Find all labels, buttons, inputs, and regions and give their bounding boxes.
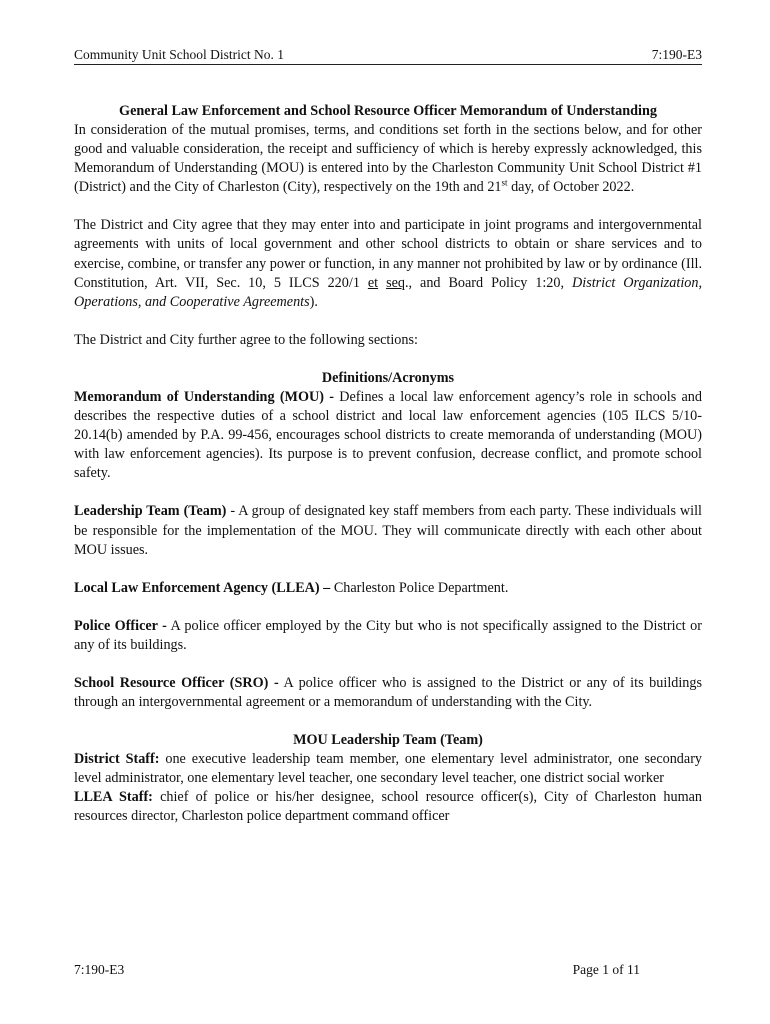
definition-term: Local Law Enforcement Agency (LLEA) – [74,579,331,596]
document-title: General Law Enforcement and School Resource Officer Memorandum of Understanding [119,103,657,119]
intro-paragraph-1 [74,121,702,197]
definition-mou [74,388,702,483]
intro-p2-text: The District and City agree that they may enter into and participate in joint programs and intergovernmental agreements with units of local government and other school districts to obtain or share services and to exercise, combine, or transfer any power or function, in any manner not prohibited by law or by ordinance (Ill. Constitution, Art. VII, Sec. 10, 5 ILCS 220/1 [74,217,702,291]
board-policy-title: District Organization, Operations, and Cooperative Agreements [74,274,702,310]
intro-p2-text-2: ., and Board Policy 1:20, [404,274,572,291]
definition-team [74,502,702,559]
intro-paragraph-3: The District and City further agree to the following sections: [74,331,418,348]
leadership-team-heading: MOU Leadership Team (Team) [293,732,483,749]
definition-term: Leadership Team (Team) [74,503,227,520]
intro-p2-text-3: ). [309,293,318,310]
footer-policy-code: 7:190-E3 [74,962,125,977]
definition-text: A police officer employed by the City but who is not specifically assigned to the District or any of its buildings. [74,617,702,653]
intro-p1-tail: day, of October 2022. [507,179,635,196]
definition-term: Police Officer - [74,617,167,634]
definition-text: - A group of designated key staff members from each party. These individuals will be responsible for the implementation of the MOU. They will communicate directly with each other about MOU issues. [74,503,702,558]
definition-term: School Resource Officer (SRO) - [74,674,279,691]
page-number: Page 1 of 11 [572,962,640,977]
et-seq-seq: seq [386,274,405,291]
header-policy-code: 7:190-E3 [651,47,702,62]
definition-text: Charleston Police Department. [330,579,509,596]
intro-paragraph-2 [74,216,702,311]
llea-staff-text: chief of police or his/her designee, school resource officer(s), City of Charleston human resources director, Charleston police department command officer [74,789,702,825]
definitions-heading: Definitions/Acronyms [321,369,455,386]
et-seq-et: et [367,274,379,291]
llea-staff-paragraph [74,788,702,826]
header-district-name: Community Unit School District No. 1 [74,47,285,62]
district-staff-paragraph [74,750,702,788]
definition-sro [74,674,702,712]
intro-p1-text: In consideration of the mutual promises, terms, and conditions set forth in the sections below, and for other good and valuable consideration, the receipt and sufficiency of which is hereby expressly acknowledged, this Memorandum of Understanding (MOU) is entered into by the Charleston Community Unit School District #1 (District) and the City of Charleston (City), respectively on the 19th and 21 [74,122,702,196]
definition-llea [74,579,702,598]
document-body [74,102,702,827]
intro-p1-superscript: st [501,177,508,188]
district-staff-text: one executive leadership team member, one elementary level administrator, one secondary level administrator, one elementary level teacher, one secondary level teacher, one district social worker [74,751,703,787]
district-staff-term: District Staff: [74,751,160,768]
running-header [74,47,702,65]
llea-staff-term: LLEA Staff: [74,789,153,806]
definition-police-officer [74,617,702,655]
definition-term: Memorandum of Understanding (MOU) - [74,388,334,405]
definition-text: A police officer who is assigned to the District or any of its buildings through an intergovernmental agreement or a memorandum of understanding with the City. [74,674,702,711]
definition-text: Defines a local law enforcement agency’s role in schools and describes the respective duties of a school district and local law enforcement agencies (105 ILCS 5/10-20.14(b) amended by P.A. 99-456, encourages school districts to create memoranda of understanding (MOU) with law enforcement agencies). Its purpose is to prevent confusion, decrease conflict, and promote school safety. [74,388,702,482]
